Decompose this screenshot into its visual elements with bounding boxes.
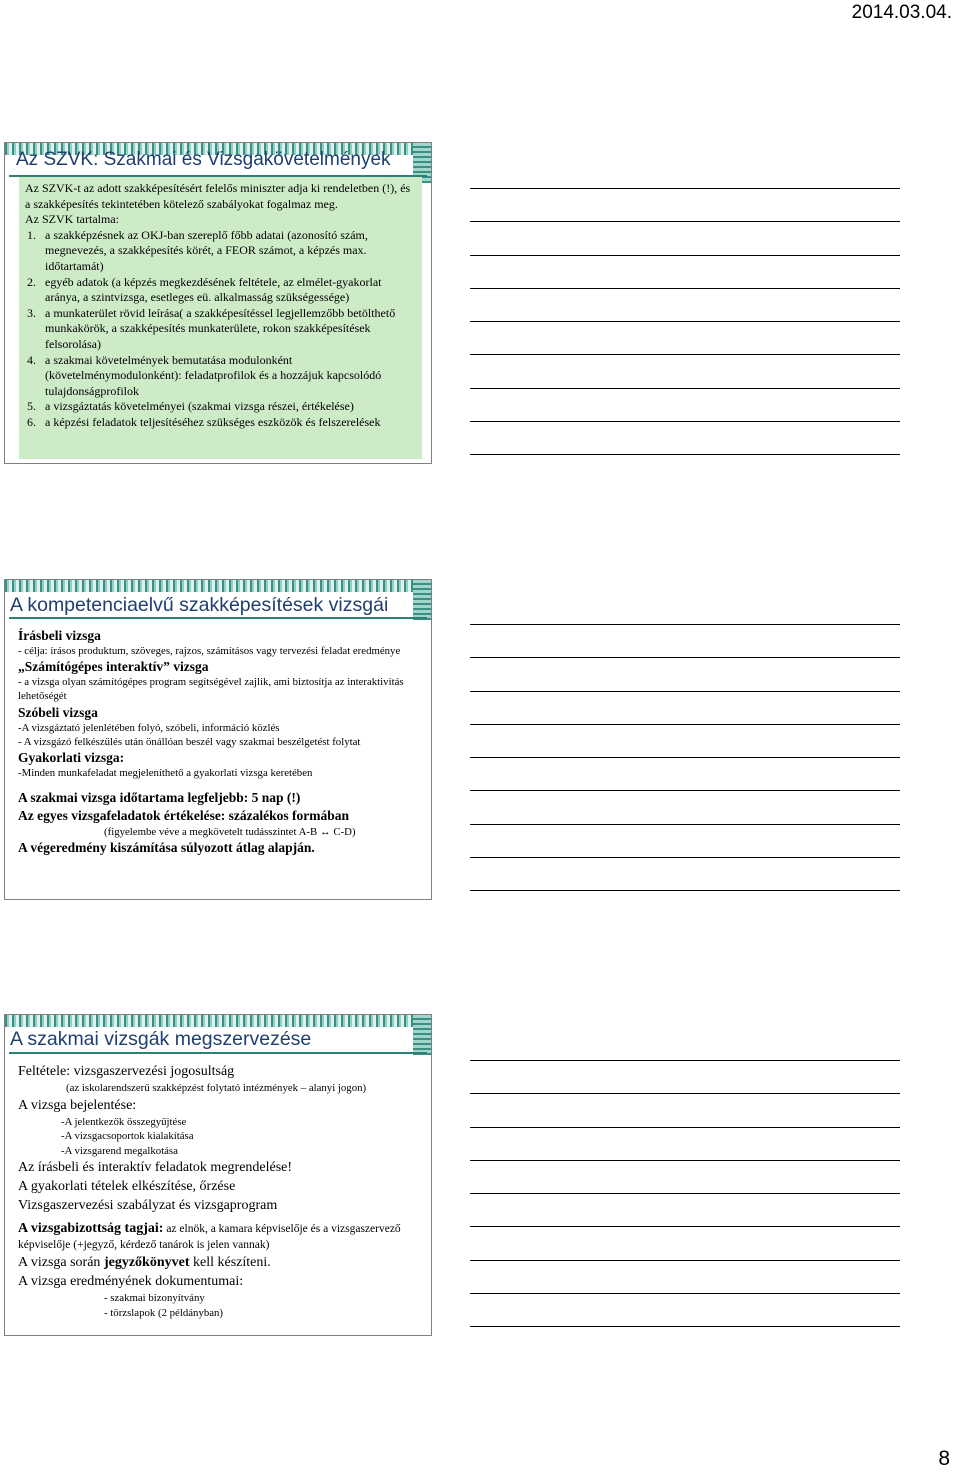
slide-title: A kompetenciaelvű szakképesítések vizsgái (10, 594, 389, 616)
documents-heading: A vizsga eredményének dokumentumai: (18, 1274, 244, 1289)
interactive-exam-heading: „Számítógépes interaktív” vizsga (18, 659, 209, 675)
list-item (25, 306, 416, 353)
note-line (470, 1093, 900, 1094)
slide-body (18, 627, 424, 857)
oral-exam-text: - A vizsgázó felkészülés után önállóan beszél vagy szakmai beszélgetést folytat (18, 735, 361, 748)
note-line (470, 221, 900, 222)
note-line (470, 454, 900, 455)
item-number: 3. (27, 305, 36, 320)
list-item (25, 228, 416, 275)
slide-title: A szakmai vizsgák megszervezése (10, 1028, 312, 1050)
committee-text: az elnök, a kamara képviselője és a vizsgaszervező képviselője (+jegyző, kérdező tanárok is jelen vannak) (18, 1223, 401, 1251)
condition-line: Feltétele: vizsgaszervezési jogosultság (18, 1064, 235, 1079)
note-line (470, 790, 900, 791)
note-line (470, 188, 900, 189)
note-line (470, 1060, 900, 1061)
title-underline (9, 1052, 427, 1054)
oral-exam-heading: Szóbeli vizsga (18, 704, 98, 720)
written-exam-heading: Írásbeli vizsga (18, 628, 101, 643)
item-text: a szakmai követelmények bemutatása modulonként (követelménymodulonként): feladatprofilok és a hozzájuk kapcsolódó tulajdonságprofilok (45, 352, 382, 398)
committee-heading: A vizsgabizottság tagjai: (18, 1221, 164, 1236)
content-list (25, 228, 416, 431)
condition-note: (az iskolarendszerű szakképzést folytató intézmények – alanyi jogon) (66, 1082, 367, 1094)
registration-item: -A jelentkezők összegyűjtése (61, 1115, 187, 1128)
item-number: 6. (27, 414, 36, 429)
note-line (470, 691, 900, 692)
note-line (470, 1193, 900, 1194)
item-number: 2. (27, 274, 36, 289)
note-line (470, 1326, 900, 1327)
note-line (470, 724, 900, 725)
print-date: 2014.03.04. (851, 2, 952, 23)
document-item: - törzslapok (2 példányban) (104, 1306, 224, 1319)
final-result: A végeredmény kiszámítása súlyozott átlag alapján. (18, 840, 315, 856)
slide-decoration (5, 1015, 431, 1027)
notes-lines (470, 188, 900, 488)
order-line: Az írásbeli és interaktív feladatok megrendelése! (18, 1160, 293, 1175)
list-item (25, 353, 416, 400)
slide-corner-decoration (413, 1015, 431, 1055)
item-number: 1. (27, 227, 36, 242)
slide-corner-decoration (413, 580, 431, 620)
notes-lines (470, 624, 900, 924)
evaluation-note: (figyelembe véve a megkövetelt tudásszintet A-B ↔ C-D) (104, 826, 356, 839)
note-line (470, 288, 900, 289)
practical-exam-text: -Minden munkafeladat megjeleníthető a gyakorlati vizsga keretében (18, 767, 313, 780)
minutes-post: kell készíteni. (189, 1255, 271, 1270)
note-line (470, 890, 900, 891)
slide-kompetencia-vizsgak (4, 579, 432, 900)
list-title: Az SZVK tartalma: (25, 212, 119, 227)
list-item (25, 415, 416, 431)
item-number: 5. (27, 399, 36, 414)
regulation-line: Vizsgaszervezési szabályzat és vizsgaprogram (18, 1198, 278, 1213)
item-text: a vizsgáztatás követelményei (szakmai vizsga részei, értékelése) (45, 399, 354, 414)
oral-exam-text: -A vizsgáztató jelenlétében folyó, szóbeli, információ közlés (18, 721, 280, 734)
note-line (470, 624, 900, 625)
note-line (470, 421, 900, 422)
slide-decoration (5, 580, 431, 592)
minutes-line (18, 1253, 426, 1272)
slide-body (19, 177, 422, 459)
document-item: - szakmai bizonyítvány (104, 1292, 205, 1304)
written-exam-text: - célja: írásos produktum, szöveges, rajzos, számításos vagy tervezési feladat eredménye (18, 645, 401, 657)
registration-item: -A vizsgacsoportok kialakítása (61, 1130, 194, 1142)
note-line (470, 321, 900, 322)
practical-exam-heading: Gyakorlati vizsga: (18, 750, 125, 766)
note-line (470, 824, 900, 825)
note-line (470, 255, 900, 256)
page-number: 8 (938, 1447, 950, 1470)
note-line (470, 657, 900, 658)
note-line (470, 757, 900, 758)
slide-title: Az SZVK: Szakmai és Vizsgakövetelmények (16, 149, 391, 170)
note-line (470, 857, 900, 858)
registration-heading: A vizsga bejelentése: (18, 1097, 137, 1113)
exam-evaluation: Az egyes vizsgafeladatok értékelése: százalékos formában (18, 808, 350, 824)
item-text: a képzési feladatok teljesítéséhez szükséges eszközök és felszerelések (45, 414, 381, 429)
list-item (25, 275, 416, 306)
item-text: a szakképzésnek az OKJ-ban szereplő főbb adatai (azonosító szám, megnevezés, a szakképesítés körét, a FEOR számot, a képzés max. időtartamát) (45, 227, 368, 273)
note-line (470, 1260, 900, 1261)
item-number: 4. (27, 352, 36, 367)
title-underline (9, 617, 427, 619)
intro-text: Az SZVK-t az adott szakképesítésért felelős miniszter adja ki rendeletben (!), és a szakképesítés tekintetében kötelező szabályokat fogalmaz meg. (25, 181, 411, 211)
item-text: a munkaterület rövid leírása( a szakképesítéssel legjellemzőbb betölthető munkakörök, a szakképesítés munkaterülete, rokon szakképesítések felsorolása) (45, 305, 396, 351)
note-line (470, 1226, 900, 1227)
note-line (470, 1293, 900, 1294)
practical-items-line: A gyakorlati tételek elkészítése, őrzése (18, 1179, 236, 1194)
committee-line (18, 1221, 426, 1253)
list-item (25, 399, 416, 415)
slide-body (18, 1062, 426, 1320)
note-line (470, 388, 900, 389)
slide-szvk (4, 142, 432, 464)
interactive-exam-text: - a vizsga olyan számítógépes program segítségével zajlik, ami biztosítja az interaktivitás lehetőségét (18, 676, 404, 703)
notes-lines (470, 1060, 900, 1360)
note-line (470, 1160, 900, 1161)
registration-item: -A vizsgarend megalkotása (61, 1144, 178, 1157)
minutes-bold: jegyzőkönyvet (103, 1255, 190, 1270)
note-line (470, 354, 900, 355)
exam-duration: A szakmai vizsga időtartama legfeljebb: 5 nap (!) (18, 790, 301, 806)
note-line (470, 1127, 900, 1128)
item-text: egyéb adatok (a képzés megkezdésének feltétele, az elmélet-gyakorlat aránya, a szintvizsga, esetleges eü. alkalmasság szükségessége) (45, 274, 382, 305)
slide-vizsgaszervezes (4, 1014, 432, 1336)
minutes-pre: A vizsga során (18, 1255, 104, 1270)
